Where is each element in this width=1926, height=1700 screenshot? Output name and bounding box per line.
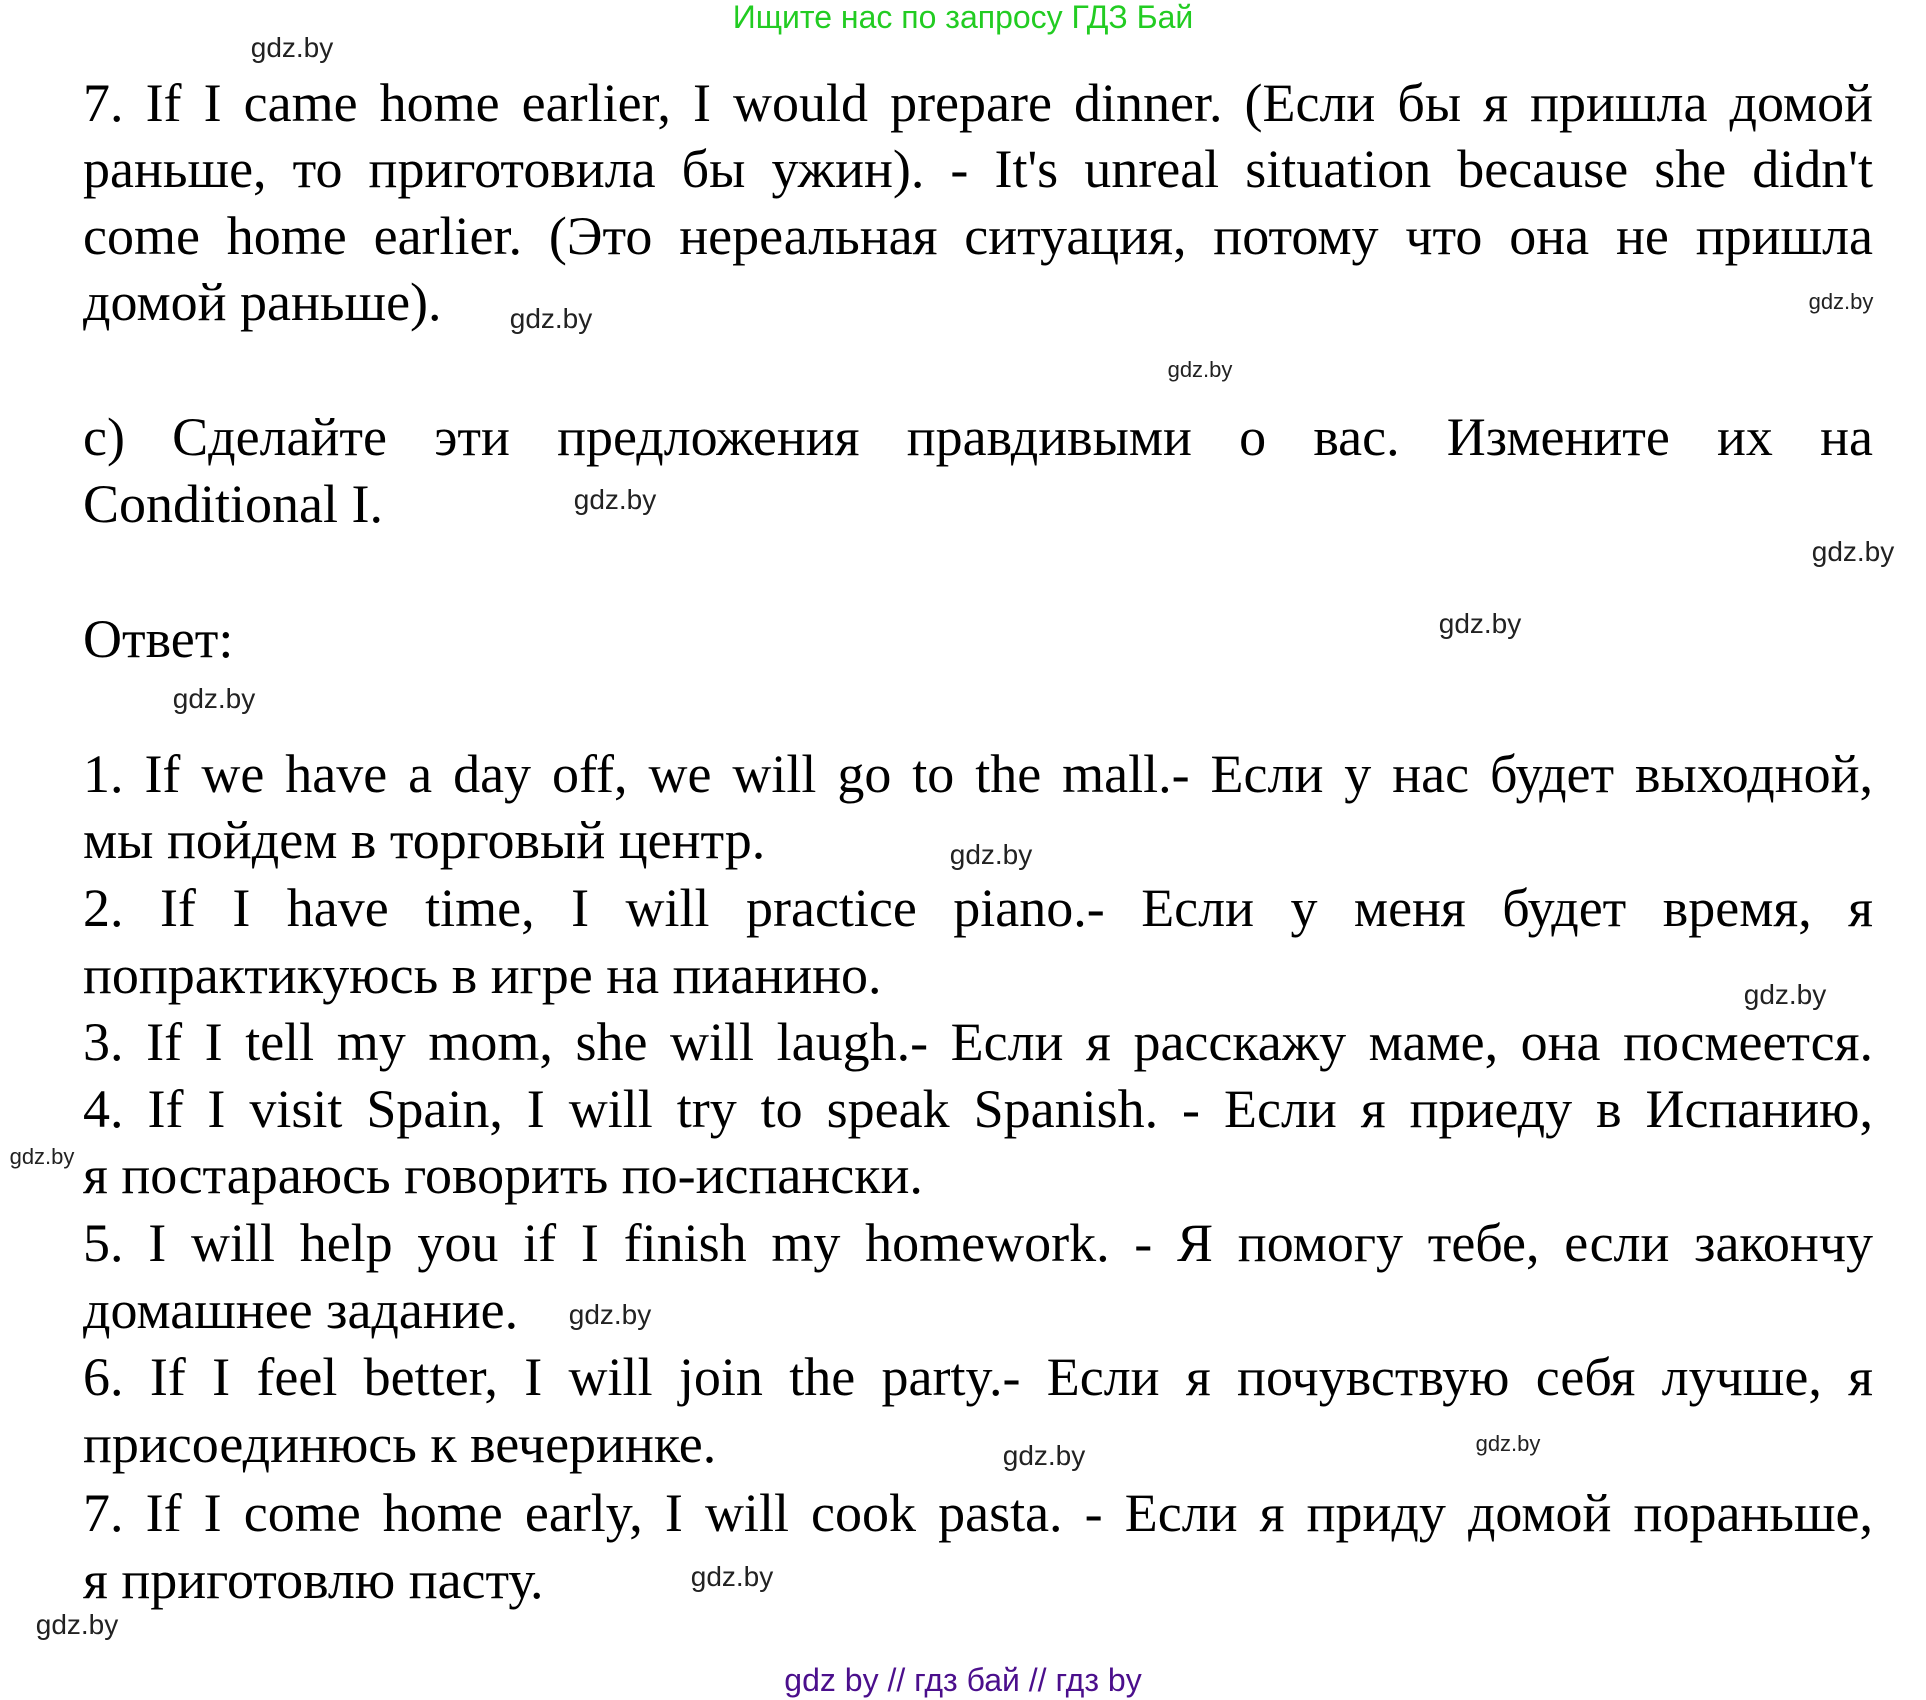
footer-links[interactable]: gdz by // гдз бай // гдз by <box>784 1662 1142 1698</box>
answer-line: домашнее задание. <box>83 1280 519 1340</box>
watermark: gdz.by <box>1743 979 1827 1010</box>
watermark: gdz.by <box>573 484 657 515</box>
watermark: gdz.by <box>1475 1431 1541 1456</box>
answer-line: 1. If we have a day off, we will go to the mall.- Если у нас будет выходной, <box>83 744 1873 804</box>
answer-line: 4. If I visit Spain, I will try to speak Spanish. - Если я приеду в Испанию, <box>83 1079 1873 1139</box>
answer-line: я приготовлю пасту. <box>83 1550 544 1610</box>
text-line: 7. If I came home earlier, I would prepare dinner. (Если бы я пришла домой <box>83 73 1873 133</box>
text-line: раньше, то приготовила бы ужин). - It's unreal situation because she didn't <box>83 139 1873 199</box>
watermark: gdz.by <box>35 1609 119 1640</box>
watermark: gdz.by <box>1811 536 1895 567</box>
answer-line: 2. If I have time, I will practice piano.- Если у меня будет время, я <box>83 878 1873 938</box>
answer-line: 7. If I come home early, I will cook pasta. - Если я приду домой пораньше, <box>83 1483 1873 1543</box>
watermark: gdz.by <box>9 1144 75 1169</box>
answer-line: я постараюсь говорить по-испански. <box>83 1145 923 1205</box>
watermark: gdz.by <box>1808 289 1874 314</box>
watermark: gdz.by <box>568 1299 652 1330</box>
text-line: домой раньше). <box>83 272 442 332</box>
text-line: come home earlier. (Это нереальная ситуация, потому что она не пришла <box>83 206 1873 266</box>
watermark: gdz.by <box>1002 1440 1086 1471</box>
task-c-heading: Conditional I. <box>83 474 383 534</box>
watermark: gdz.by <box>949 839 1033 870</box>
answer-line: попрактикуюсь в игре на пианино. <box>83 945 882 1005</box>
watermark: gdz.by <box>690 1561 774 1592</box>
task-c-heading: c) Сделайте эти предложения правдивыми о вас. Измените их на <box>83 407 1873 467</box>
watermark: gdz.by <box>172 683 256 714</box>
watermark: gdz.by <box>250 32 334 63</box>
watermark: gdz.by <box>1438 608 1522 639</box>
search-hint-banner: Ищите нас по запросу ГДЗ Бай <box>732 0 1194 35</box>
answer-line: присоединюсь к вечеринке. <box>83 1414 717 1474</box>
watermark: gdz.by <box>1167 357 1233 382</box>
answer-line: 5. I will help you if I finish my homework. - Я помогу тебе, если закончу <box>83 1213 1873 1273</box>
watermark: gdz.by <box>509 303 593 334</box>
answer-line: мы пойдем в торговый центр. <box>83 810 766 870</box>
answer-line: 6. If I feel better, I will join the party.- Если я почувствую себя лучше, я <box>83 1347 1873 1407</box>
answer-label: Ответ: <box>83 609 234 669</box>
answer-line: 3. If I tell my mom, she will laugh.- Если я расскажу маме, она посмеется. <box>83 1012 1873 1072</box>
